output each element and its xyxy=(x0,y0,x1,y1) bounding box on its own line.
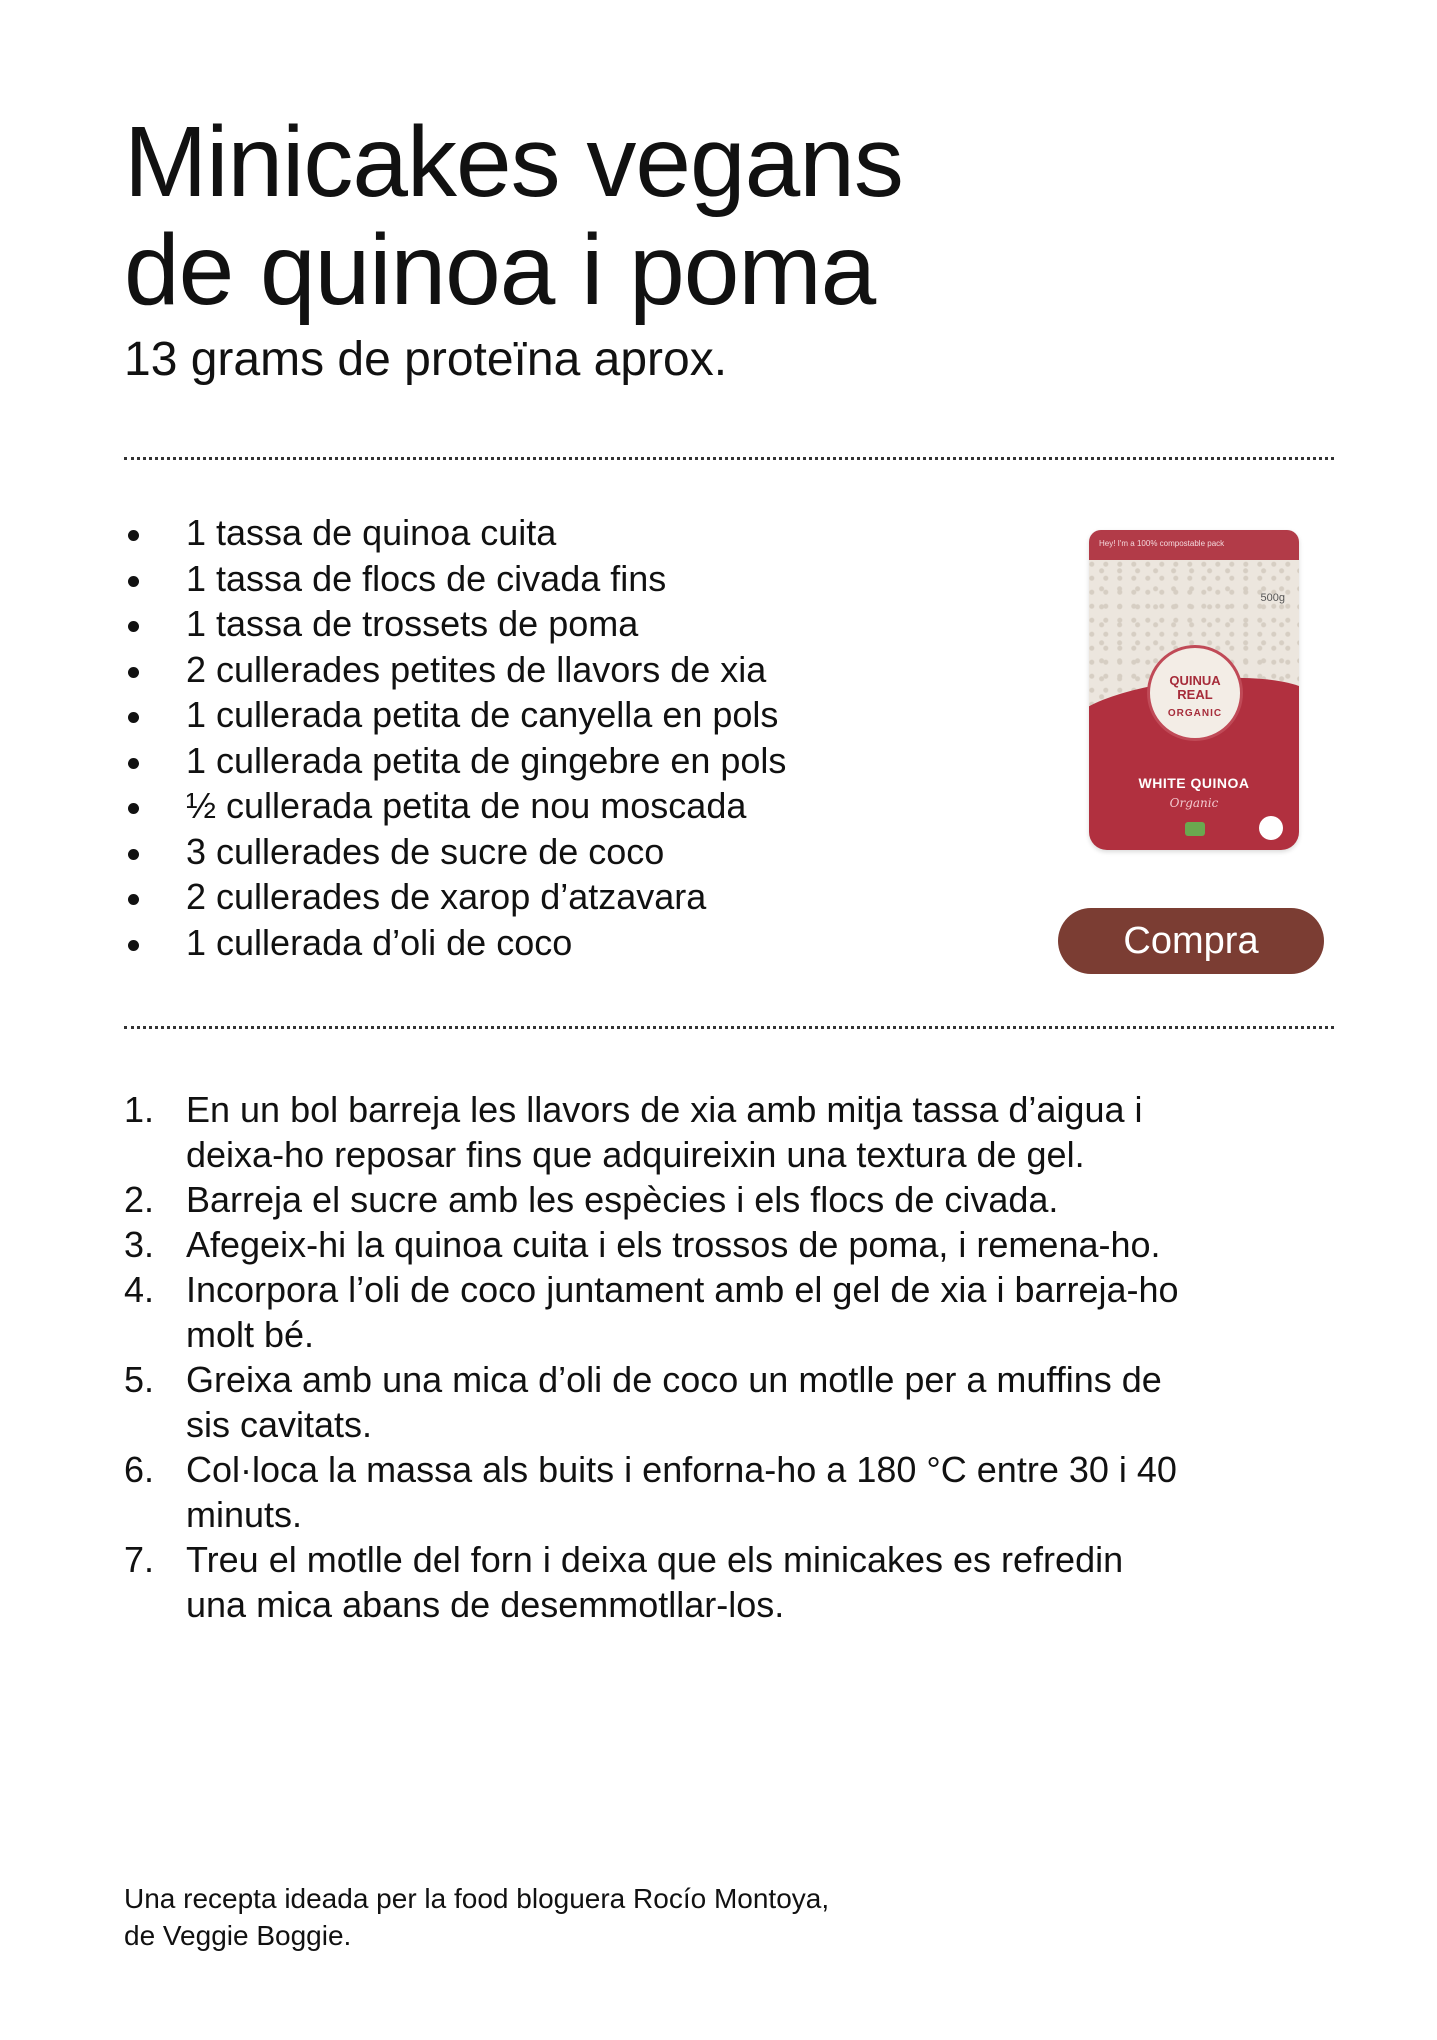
steps-list xyxy=(124,1087,1184,1627)
package-brand-seal xyxy=(1147,645,1243,741)
compostable-badge-icon xyxy=(1259,816,1283,840)
recipe-title xyxy=(124,108,1224,324)
ingredient-item: 2 cullerades petites de llavors de xia xyxy=(124,647,1024,693)
buy-button[interactable]: Compra xyxy=(1058,908,1324,974)
step-text: Barreja el sucre amb les espècies i els flocs de civada. xyxy=(186,1179,1059,1220)
package-organic-label: ORGANIC xyxy=(1167,708,1223,719)
step-item xyxy=(124,1537,1186,1627)
package-top-band xyxy=(1089,530,1299,560)
step-number: 7. xyxy=(124,1539,155,1580)
recipe-credit xyxy=(124,1880,1024,1954)
recipe-credit-line-1: Una recepta ideada per la food bloguera Rocío Montoya, xyxy=(124,1883,830,1914)
ingredient-item: 1 cullerada d’oli de coco xyxy=(124,920,1024,966)
step-number: 5. xyxy=(124,1359,155,1400)
step-number: 4. xyxy=(124,1269,155,1310)
package-weight: 500g xyxy=(1260,592,1285,604)
ingredient-item: 1 tassa de quinoa cuita xyxy=(124,510,1024,556)
protein-subtitle: 13 grams de proteïna aprox. xyxy=(124,333,728,386)
step-number: 1. xyxy=(124,1089,155,1130)
ingredient-item: 1 tassa de flocs de civada fins xyxy=(124,556,1024,602)
step-text: Incorpora l’oli de coco juntament amb el gel de xia i barreja-ho molt bé. xyxy=(186,1269,1179,1355)
package-product-name: WHITE QUINOA xyxy=(1138,775,1250,791)
step-item xyxy=(124,1357,1186,1447)
ingredient-item: 2 cullerades de xarop d’atzavara xyxy=(124,874,1024,920)
ingredient-item: 3 cullerades de sucre de coco xyxy=(124,829,1024,875)
step-number: 3. xyxy=(124,1224,155,1265)
package-brand-line-1: QUINUA xyxy=(1169,673,1221,688)
package-product-sub: Organic xyxy=(1169,796,1219,810)
package-brand-line-2: REAL xyxy=(1177,687,1213,702)
step-text: Afegeix-hi la quinoa cuita i els trossos de poma, i remena-ho. xyxy=(186,1224,1161,1265)
ingredient-item: ½ cullerada petita de nou moscada xyxy=(124,783,1024,829)
step-text: En un bol barreja les llavors de xia amb mitja tassa d’aigua i deixa-ho reposar fins que adquireixin una textura de gel. xyxy=(186,1089,1143,1175)
dotted-divider-top xyxy=(124,457,1334,460)
step-item xyxy=(124,1087,1186,1177)
recipe-credit-line-2: de Veggie Boggie. xyxy=(124,1920,352,1951)
package-brand xyxy=(1150,674,1240,702)
quinoa-package-icon xyxy=(1089,530,1299,850)
recipe-title-line-1: Minicakes vegans xyxy=(124,106,903,218)
recipe-page xyxy=(124,0,1334,2040)
step-item xyxy=(124,1222,1186,1267)
step-text: Col·loca la massa als buits i enforna-ho a 180 °C entre 30 i 40 minuts. xyxy=(186,1449,1177,1535)
step-item xyxy=(124,1177,1186,1222)
step-item xyxy=(124,1447,1186,1537)
ingredients-list xyxy=(124,510,1024,965)
eu-organic-leaf-icon xyxy=(1185,822,1205,836)
ingredient-item: 1 tassa de trossets de poma xyxy=(124,601,1024,647)
dotted-divider-bottom xyxy=(124,1026,1334,1029)
ingredient-item: 1 cullerada petita de gingebre en pols xyxy=(124,738,1024,784)
step-item xyxy=(124,1267,1186,1357)
step-number: 2. xyxy=(124,1179,155,1220)
product-image xyxy=(1084,525,1334,855)
ingredient-item: 1 cullerada petita de canyella en pols xyxy=(124,692,1024,738)
step-number: 6. xyxy=(124,1449,155,1490)
recipe-title-line-2: de quinoa i poma xyxy=(124,214,876,326)
package-top-text: Hey! I'm a 100% compostable pack xyxy=(1099,539,1225,548)
step-text: Greixa amb una mica d’oli de coco un motlle per a muffins de sis cavitats. xyxy=(186,1359,1162,1445)
step-text: Treu el motlle del forn i deixa que els minicakes es refredin una mica abans de desemmotllar-los. xyxy=(186,1539,1124,1625)
